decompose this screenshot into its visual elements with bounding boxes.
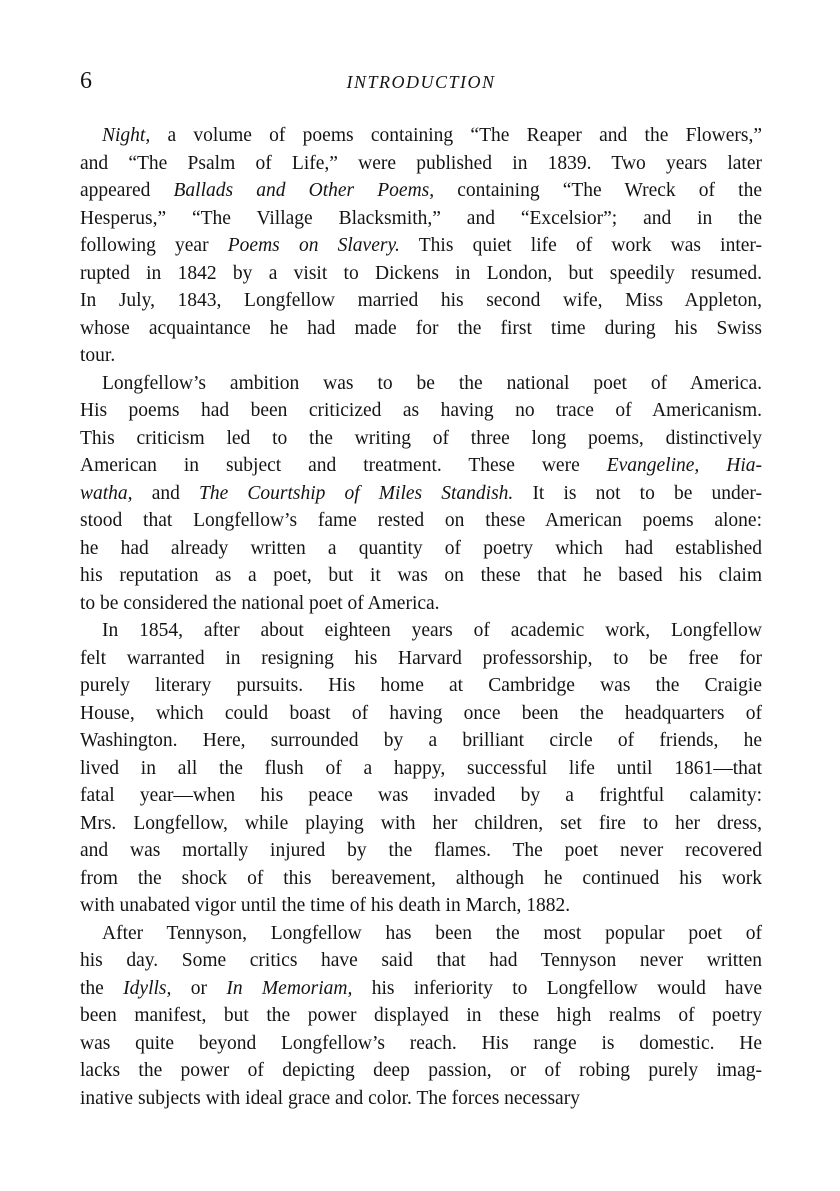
text-line <box>80 562 762 590</box>
paragraph <box>80 920 762 1113</box>
running-title: INTRODUCTION <box>346 72 496 92</box>
text-segment: to be considered the national poet of America. <box>80 592 440 614</box>
text-segment: his reputation as a poet, but it was on these that he based his claim <box>80 565 762 586</box>
italic-title: Poems on Slavery. <box>227 235 400 256</box>
text-segment: felt warranted in resigning his Harvard professorship, to be free for <box>80 647 762 669</box>
paragraph <box>80 370 762 618</box>
text-line <box>80 1030 762 1058</box>
text-line <box>80 205 762 233</box>
text-line <box>80 727 762 755</box>
text-segment: with unabated vigor until the time of his death in March, 1882. <box>80 895 571 916</box>
text-segment: containing “The Wreck of the <box>434 180 762 201</box>
text-line <box>80 480 762 508</box>
text-line <box>80 535 762 563</box>
italic-title: watha, <box>80 482 133 504</box>
text-segment: purely literary pursuits. His home at Cambridge was the Craigie <box>80 675 762 696</box>
running-head <box>80 66 762 98</box>
text-segment: Hesperus,” “The Village Blacksmith,” and “Excelsior”; and in the <box>80 207 762 229</box>
paragraph <box>80 122 762 370</box>
text-line <box>80 287 762 315</box>
text-line <box>80 177 762 205</box>
text-segment: In July, 1843, Longfellow married his second wife, Miss Appleton, <box>80 290 762 311</box>
text-line <box>80 342 762 370</box>
italic-title: In Memoriam, <box>226 977 353 999</box>
text-segment: This criticism led to the writing of three long poems, distinctively <box>80 427 762 449</box>
text-line <box>80 617 762 645</box>
text-segment: was quite beyond Longfellow’s reach. His range is domestic. He <box>80 1032 762 1054</box>
text-segment: and “The Psalm of Life,” were published in 1839. Two years later <box>80 152 762 174</box>
text-segment: his inferiority to Longfellow would have <box>352 977 762 999</box>
text-line <box>80 150 762 178</box>
italic-title: Night, <box>102 125 151 146</box>
text-segment: lived in all the flush of a happy, successful life until 1861—that <box>80 757 762 779</box>
italic-title: Evangeline, Hia- <box>606 455 762 476</box>
text-line <box>80 947 762 975</box>
text-line <box>80 397 762 425</box>
italic-title: Idylls, <box>123 977 172 999</box>
text-segment: he had already written a quantity of poetry which had established <box>80 537 762 559</box>
page-number: 6 <box>80 68 92 94</box>
text-line <box>80 672 762 700</box>
text-segment: inative subjects with ideal grace and color. The forces necessary <box>80 1087 580 1109</box>
text-segment: In 1854, after about eighteen years of academic work, Longfellow <box>102 620 762 641</box>
text-line <box>80 700 762 728</box>
body-text <box>80 122 762 1112</box>
italic-title: Ballads and Other Poems, <box>173 180 435 201</box>
text-line <box>80 892 762 920</box>
text-segment: and was mortally injured by the flames. The poet never recovered <box>80 840 762 861</box>
text-segment: House, which could boast of having once been the headquarters of <box>80 702 762 724</box>
text-segment: appeared <box>80 180 174 201</box>
text-line <box>80 590 762 618</box>
text-line <box>80 645 762 673</box>
text-line <box>80 782 762 810</box>
text-segment: tour. <box>80 345 116 366</box>
text-line <box>80 370 762 398</box>
text-segment: This quiet life of work was inter- <box>399 235 762 256</box>
text-segment: His poems had been criticized as having no trace of Americanism. <box>80 400 762 421</box>
text-line <box>80 755 762 783</box>
text-line <box>80 507 762 535</box>
paragraph <box>80 617 762 920</box>
text-segment: Mrs. Longfellow, while playing with her children, set fire to her dress, <box>80 812 762 834</box>
text-segment: lacks the power of depicting deep passion, or of robing purely imag- <box>80 1060 762 1081</box>
text-segment: After Tennyson, Longfellow has been the most popular poet of <box>102 922 762 944</box>
text-segment: It is not to be under- <box>513 482 762 504</box>
text-segment: from the shock of this bereavement, although he continued his work <box>80 867 762 889</box>
text-segment: whose acquaintance he had made for the first time during his Swiss <box>80 317 762 339</box>
text-segment: been manifest, but the power displayed in these high realms of poetry <box>80 1005 762 1026</box>
text-segment: or <box>171 977 227 999</box>
text-line <box>80 975 762 1003</box>
text-line <box>80 837 762 865</box>
text-line <box>80 425 762 453</box>
text-line <box>80 122 762 150</box>
text-line <box>80 865 762 893</box>
text-segment: following year <box>80 235 228 256</box>
text-segment: the <box>80 977 124 999</box>
text-line <box>80 1057 762 1085</box>
text-segment: a volume of poems containing “The Reaper and the Flowers,” <box>150 125 762 146</box>
text-segment: American in subject and treatment. These were <box>80 455 607 476</box>
text-segment: stood that Longfellow’s fame rested on these American poems alone: <box>80 510 762 531</box>
text-line <box>80 1002 762 1030</box>
text-segment: Washington. Here, surrounded by a brilliant circle of friends, he <box>80 730 762 751</box>
text-line <box>80 315 762 343</box>
text-line <box>80 920 762 948</box>
text-segment: Longfellow’s ambition was to be the national poet of America. <box>102 372 762 394</box>
text-line <box>80 260 762 288</box>
text-line <box>80 452 762 480</box>
text-line <box>80 232 762 260</box>
text-line <box>80 810 762 838</box>
text-segment: fatal year—when his peace was invaded by a frightful calamity: <box>80 785 762 806</box>
text-segment: rupted in 1842 by a visit to Dickens in London, but speedily resumed. <box>80 262 762 284</box>
text-line <box>80 1085 762 1113</box>
text-segment: and <box>132 482 199 504</box>
text-segment: his day. Some critics have said that had Tennyson never written <box>80 950 762 971</box>
italic-title: The Courtship of Miles Standish. <box>198 482 514 504</box>
